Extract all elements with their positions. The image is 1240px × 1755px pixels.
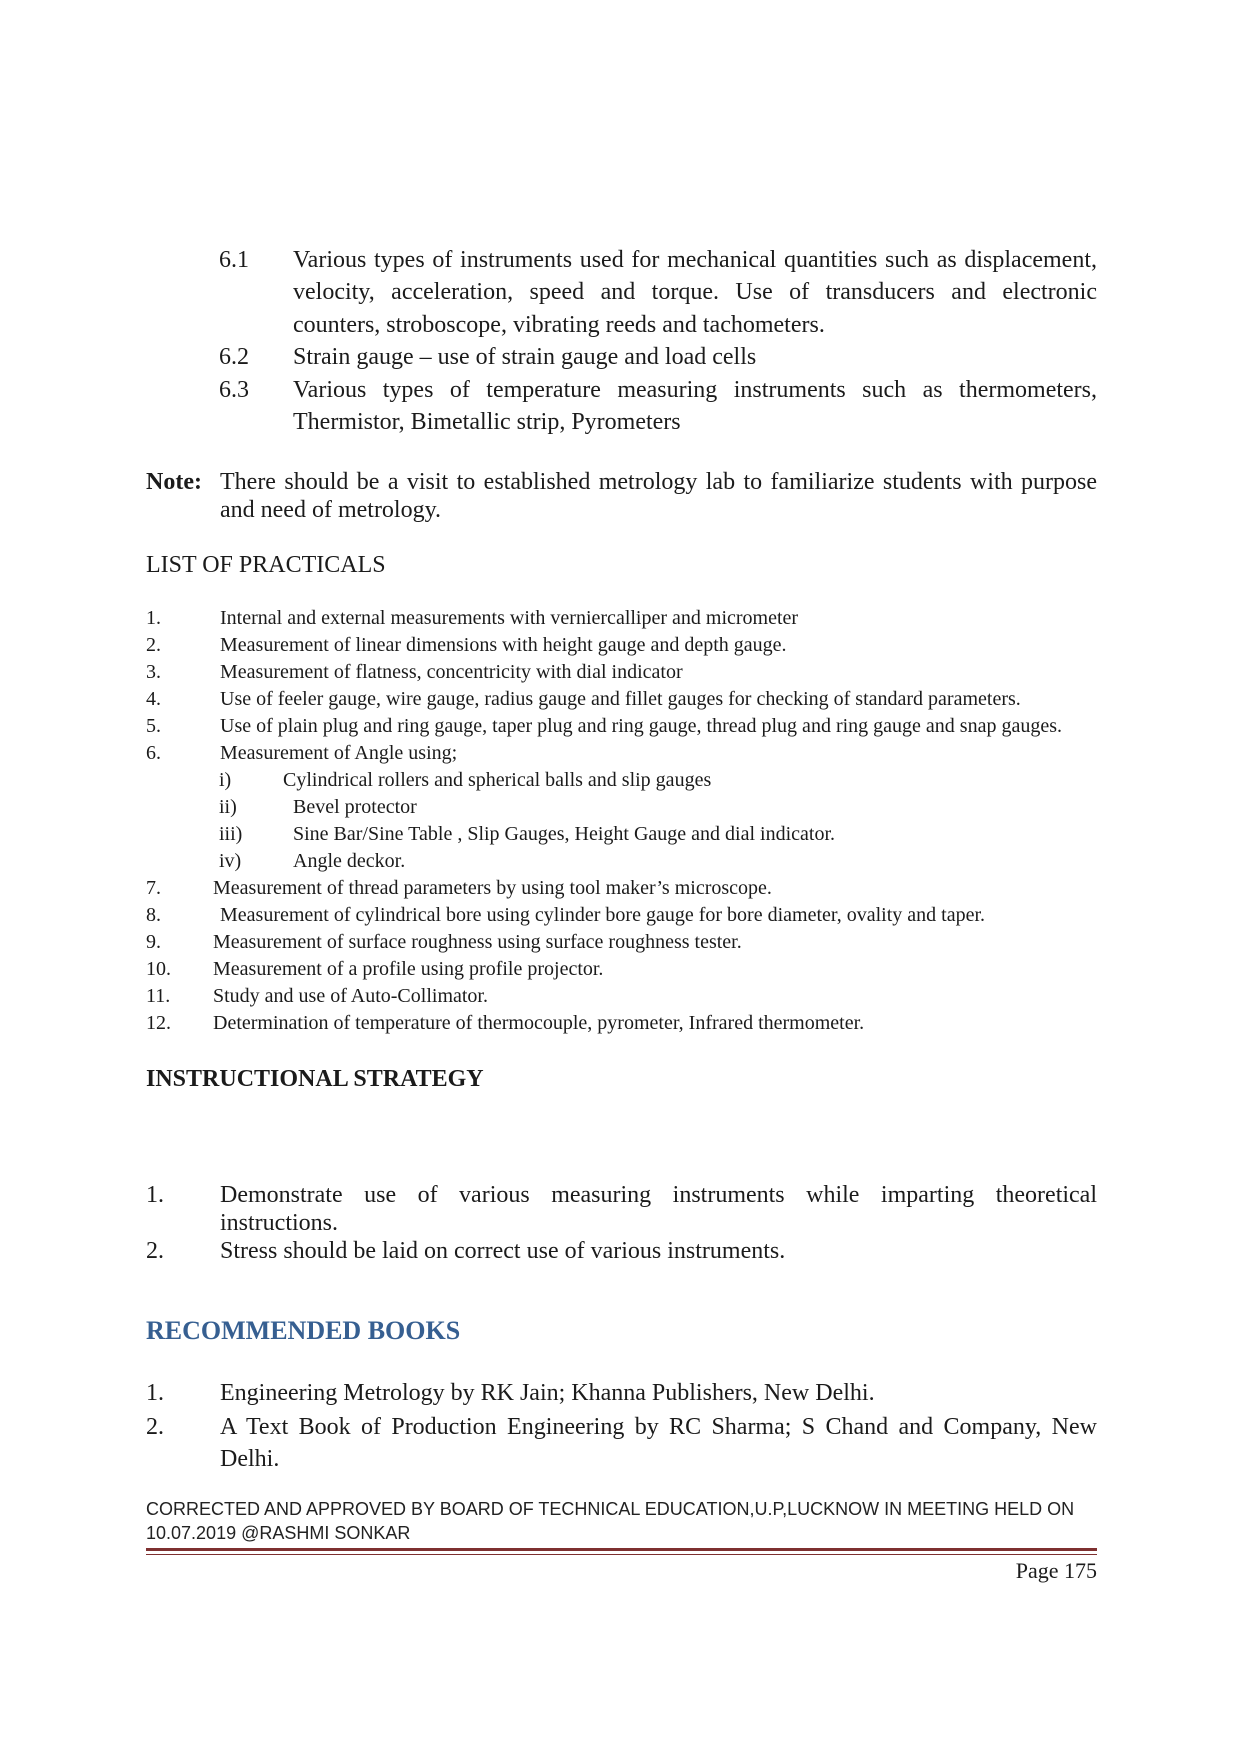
list-item-number: 10. bbox=[146, 958, 171, 980]
note-text-line: There should be a visit to established metrology lab to familiarize students with purpose bbox=[220, 469, 1097, 495]
list-item-text-line: Stress should be laid on correct use of various instruments. bbox=[220, 1238, 786, 1264]
book-item bbox=[0, 1377, 1240, 1409]
footer-line: CORRECTED AND APPROVED BY BOARD OF TECHNICAL EDUCATION,U.P,LUCKNOW IN MEETING HELD ON bbox=[146, 1499, 1075, 1519]
topic-text-line: velocity, acceleration, speed and torque. Use of transducers and electronic bbox=[293, 279, 1097, 306]
list-item bbox=[0, 632, 1240, 659]
list-item bbox=[0, 1181, 1240, 1237]
sub-list-item-text: Cylindrical rollers and spherical balls and slip gauges bbox=[283, 769, 712, 791]
footer-line: 10.07.2019 @RASHMI SONKAR bbox=[146, 1522, 411, 1543]
list-item-text: Use of plain plug and ring gauge, taper plug and ring gauge, thread plug and ring gauge and snap gauges. bbox=[220, 715, 1062, 737]
sub-list-item bbox=[0, 821, 1240, 848]
books-list bbox=[0, 1377, 1240, 1475]
list-item-text bbox=[220, 1181, 1097, 1237]
practicals-list bbox=[0, 605, 1240, 1037]
sub-list-item bbox=[0, 767, 1240, 794]
list-item-text: Measurement of linear dimensions with height gauge and depth gauge. bbox=[220, 634, 787, 656]
note-text bbox=[220, 468, 1097, 524]
list-item bbox=[0, 902, 1240, 929]
strategy-list bbox=[0, 1181, 1240, 1265]
topic-number: 6.1 bbox=[219, 247, 249, 273]
list-item-number: 5. bbox=[146, 715, 161, 737]
topic-text-line: counters, stroboscope, vibrating reeds and tachometers. bbox=[293, 311, 825, 338]
list-item-text-line: Demonstrate use of various measuring instruments while imparting theoretical bbox=[220, 1182, 1097, 1208]
topic-item bbox=[0, 244, 1240, 341]
list-item-text: Internal and external measurements with verniercalliper and micrometer bbox=[220, 607, 799, 629]
list-item bbox=[0, 686, 1240, 713]
sub-list-item-text: Sine Bar/Sine Table , Slip Gauges, Height Gauge and dial indicator. bbox=[293, 823, 836, 845]
topic-text-line: Thermistor, Bimetallic strip, Pyrometers bbox=[293, 409, 681, 436]
list-item-number: 4. bbox=[146, 688, 161, 710]
list-item-number: 12. bbox=[146, 1012, 171, 1034]
list-item-number: 9. bbox=[146, 931, 161, 953]
footer-rule-thin bbox=[146, 1554, 1097, 1555]
list-item-text: Measurement of Angle using; bbox=[220, 742, 458, 764]
books-heading: RECOMMENDED BOOKS bbox=[146, 1316, 461, 1345]
footer-rule-thick bbox=[146, 1548, 1097, 1551]
list-item-text bbox=[220, 1237, 1097, 1265]
book-text-line: A Text Book of Production Engineering by RC Sharma; S Chand and Company, New bbox=[220, 1414, 1097, 1440]
list-item-text: Measurement of cylindrical bore using cylinder bore gauge for bore diameter, ovality and taper. bbox=[220, 904, 986, 926]
list-item-number: 2. bbox=[146, 634, 161, 656]
list-item-number: 11. bbox=[146, 985, 171, 1007]
sub-list-item-text: Angle deckor. bbox=[293, 850, 406, 872]
list-item bbox=[0, 1010, 1240, 1037]
sub-list-item-number: iii) bbox=[219, 823, 243, 845]
page-footer bbox=[146, 1498, 1097, 1545]
book-number: 2. bbox=[146, 1414, 164, 1440]
sub-list-item-number: iv) bbox=[219, 850, 242, 872]
practicals-heading: LIST OF PRACTICALS bbox=[146, 552, 386, 578]
list-item-text: Measurement of thread parameters by using tool maker’s microscope. bbox=[213, 877, 772, 899]
book-text-line: Engineering Metrology by RK Jain; Khanna Publishers, New Delhi. bbox=[220, 1380, 875, 1406]
topic-text bbox=[293, 341, 1097, 373]
book-text bbox=[220, 1377, 1097, 1409]
topic-item bbox=[0, 374, 1240, 439]
book-item bbox=[0, 1411, 1240, 1475]
strategy-heading: INSTRUCTIONAL STRATEGY bbox=[146, 1066, 484, 1092]
list-item-text: Determination of temperature of thermocouple, pyrometer, Infrared thermometer. bbox=[213, 1012, 865, 1034]
sub-list-item bbox=[0, 794, 1240, 821]
topic-text-line: Various types of instruments used for mechanical quantities such as displacement, bbox=[293, 247, 1097, 273]
list-item-number: 6. bbox=[146, 742, 161, 764]
list-item bbox=[0, 983, 1240, 1010]
topic-text-line: Strain gauge – use of strain gauge and load cells bbox=[293, 344, 757, 371]
list-item-number: 7. bbox=[146, 877, 161, 899]
list-item bbox=[0, 713, 1240, 740]
page-number: Page 175 bbox=[1015, 1558, 1097, 1583]
book-text-line: Delhi. bbox=[220, 1446, 280, 1472]
sub-list-item-text: Bevel protector bbox=[293, 796, 417, 818]
topic-text bbox=[293, 244, 1097, 341]
list-item bbox=[0, 956, 1240, 983]
list-item-text: Measurement of a profile using profile projector. bbox=[213, 958, 604, 980]
note-label: Note: bbox=[146, 469, 202, 495]
topic-list bbox=[0, 244, 1240, 438]
book-number: 1. bbox=[146, 1380, 164, 1406]
list-item bbox=[0, 605, 1240, 632]
sub-list-item bbox=[0, 848, 1240, 875]
list-item bbox=[0, 740, 1240, 767]
topic-number: 6.3 bbox=[219, 376, 249, 403]
list-item-number: 3. bbox=[146, 661, 161, 683]
list-item-text: Measurement of surface roughness using surface roughness tester. bbox=[213, 931, 742, 953]
list-item bbox=[0, 1237, 1240, 1265]
list-item-text: Measurement of flatness, concentricity with dial indicator bbox=[220, 661, 683, 683]
list-item-number: 2. bbox=[146, 1238, 164, 1264]
list-item-number: 1. bbox=[146, 1182, 164, 1208]
note-text-line: and need of metrology. bbox=[220, 497, 442, 523]
list-item bbox=[0, 929, 1240, 956]
list-item-text: Use of feeler gauge, wire gauge, radius gauge and fillet gauges for checking of standard parameters. bbox=[220, 688, 1021, 710]
topic-text bbox=[293, 374, 1097, 439]
note-block bbox=[0, 468, 1240, 524]
list-item bbox=[0, 875, 1240, 902]
topic-item bbox=[0, 341, 1240, 373]
list-item-text-line: instructions. bbox=[220, 1210, 338, 1236]
list-item-number: 8. bbox=[146, 904, 161, 926]
sub-list-item-number: ii) bbox=[219, 796, 237, 818]
topic-number: 6.2 bbox=[219, 344, 249, 371]
list-item bbox=[0, 659, 1240, 686]
list-item-number: 1. bbox=[146, 607, 161, 629]
topic-text-line: Various types of temperature measuring instruments such as thermometers, bbox=[293, 376, 1097, 403]
book-text bbox=[220, 1411, 1097, 1475]
sub-list-item-number: i) bbox=[219, 769, 232, 791]
list-item-text: Study and use of Auto-Collimator. bbox=[213, 985, 488, 1007]
